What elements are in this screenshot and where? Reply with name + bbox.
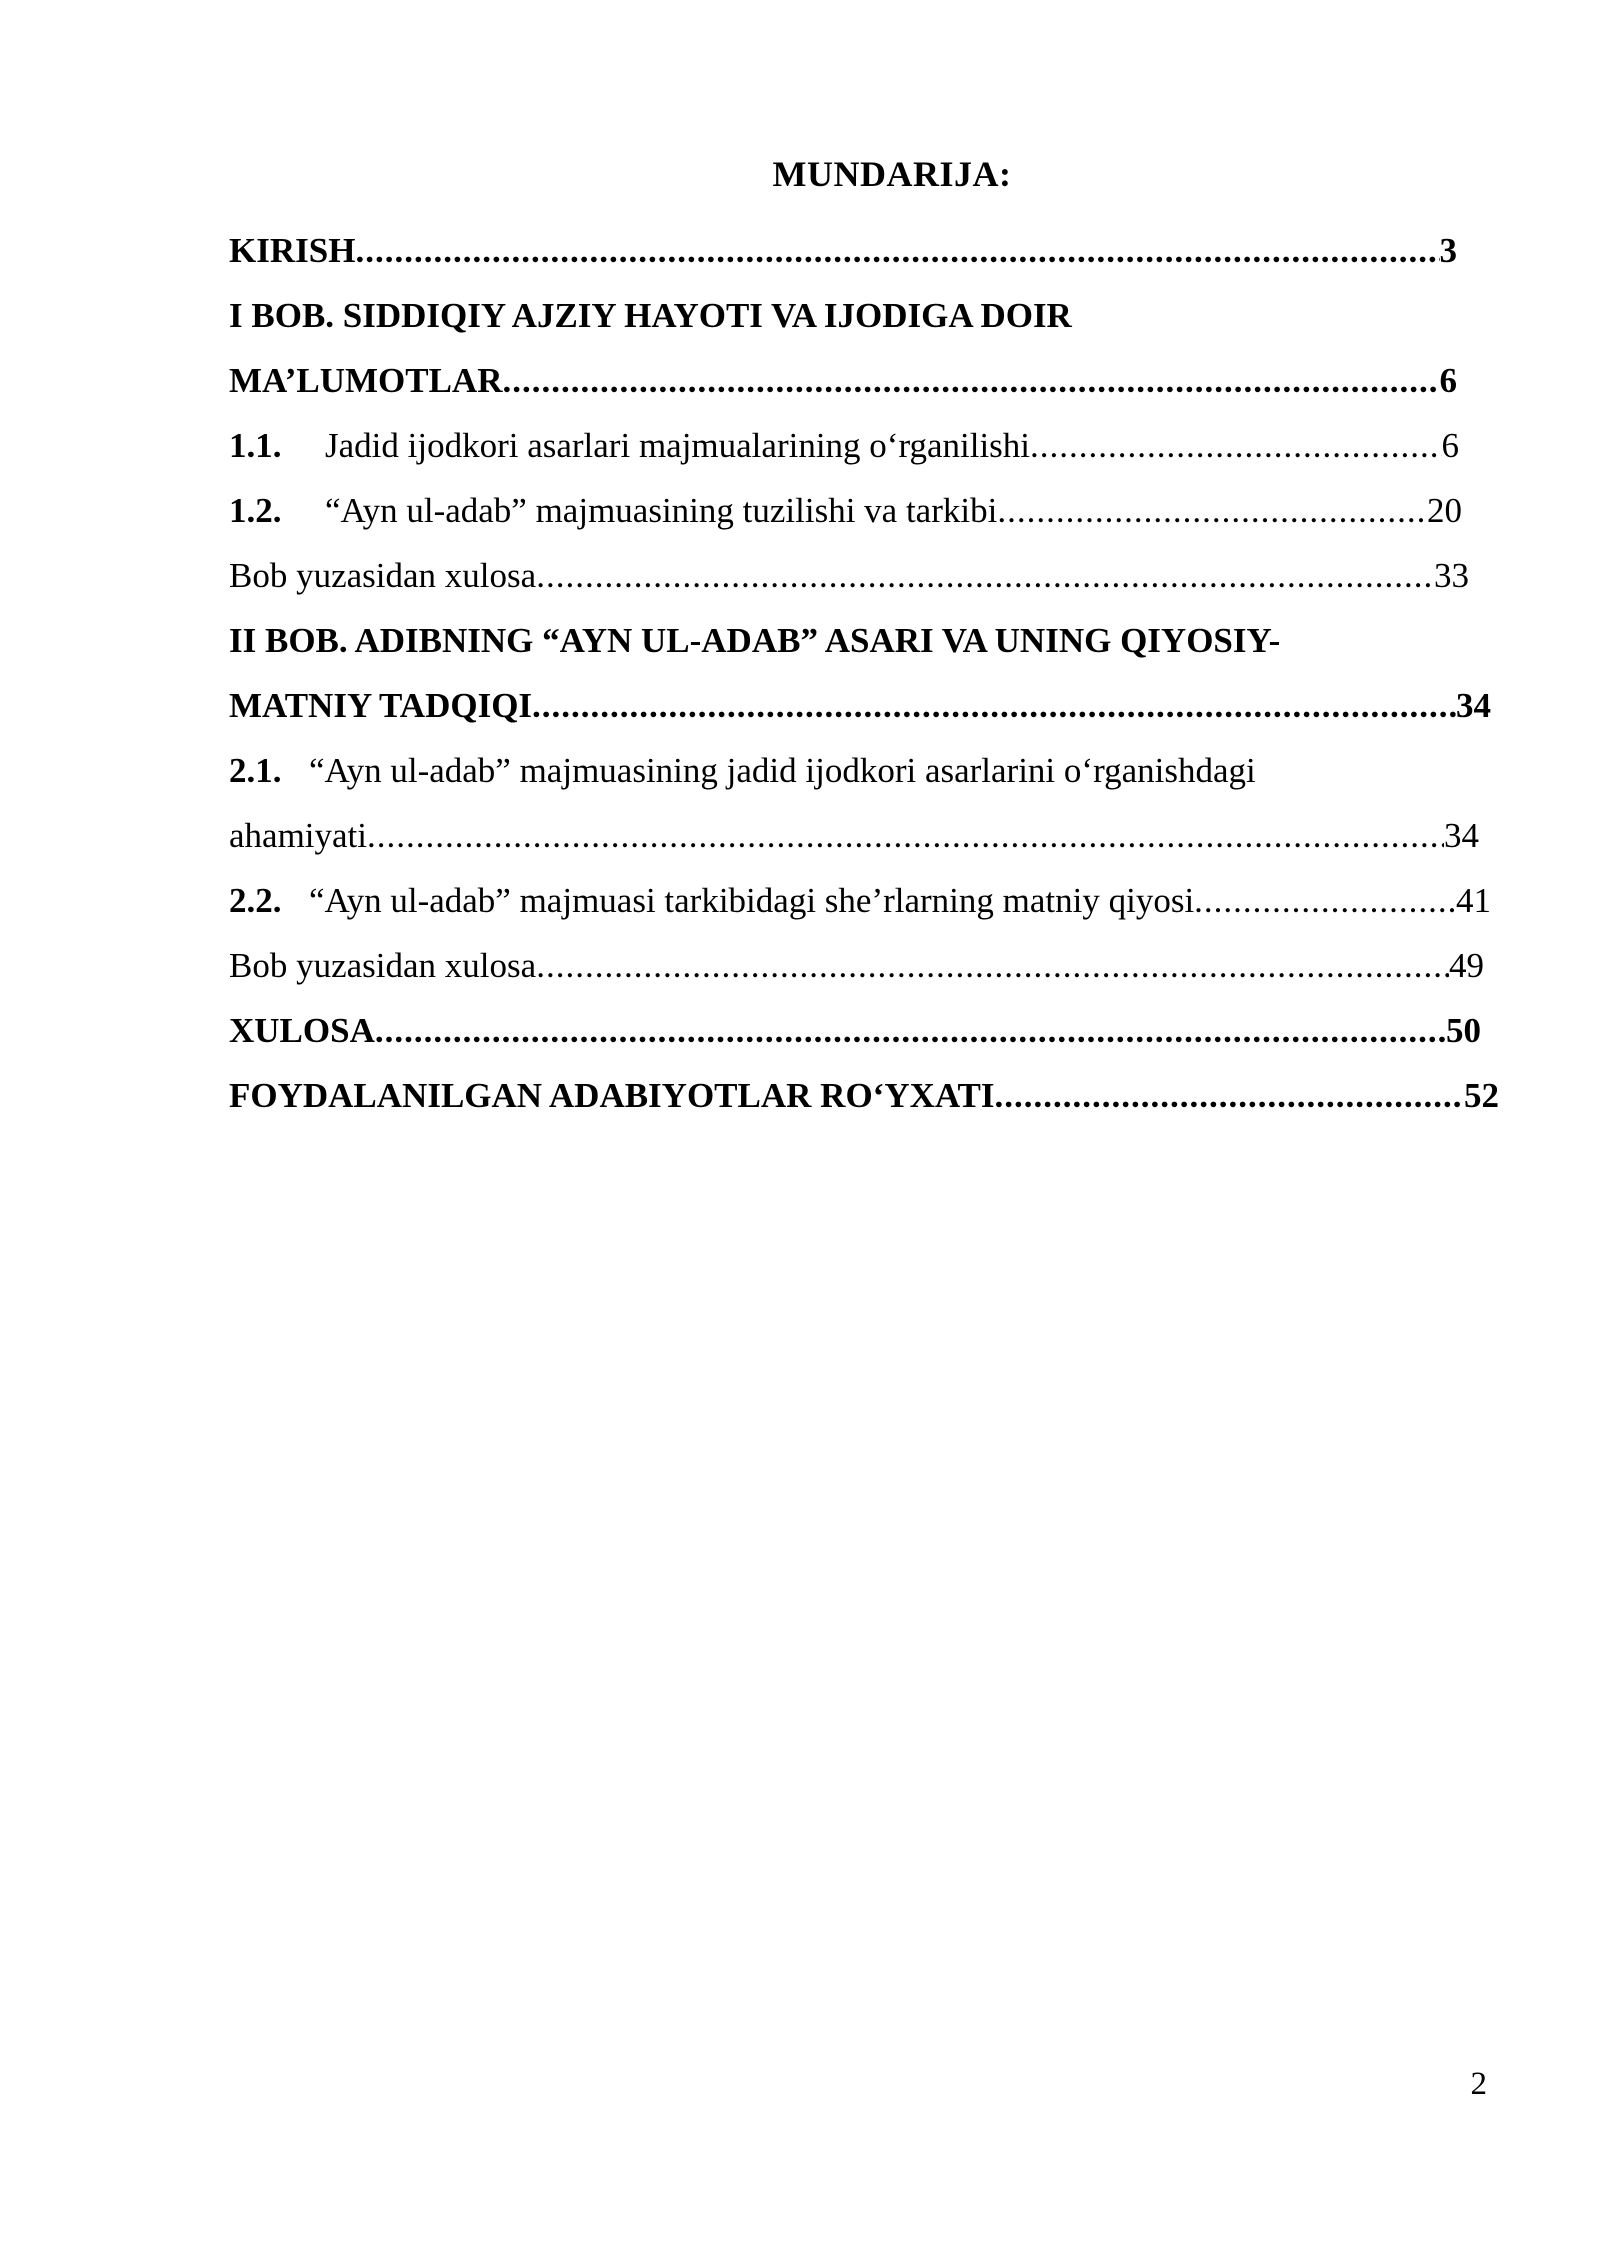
toc-entry-section-1-2[interactable]: [229, 478, 1489, 543]
toc-entry-page: 33: [1434, 556, 1469, 595]
toc-entry-section-2-2[interactable]: [229, 868, 1489, 933]
toc-entry-section-2-1-heading[interactable]: [229, 738, 1489, 803]
toc-entry-label: II BOB. ADIBNING “AYN UL-ADAB” ASARI VA UNING QIYOSIY-: [229, 621, 1281, 660]
toc-entry-label: Bob yuzasidan xulosa: [229, 946, 537, 985]
toc-entry-page: 3: [1439, 231, 1457, 270]
dot-leader: [1030, 413, 1441, 478]
toc-entry-section-1-1[interactable]: [229, 413, 1489, 478]
toc-entry-kirish[interactable]: [229, 218, 1489, 283]
toc-entry-label: Jadid ijodkori asarlari majmualarining o‘rganilishi: [325, 426, 1031, 465]
toc-entry-chapter2[interactable]: [229, 673, 1489, 738]
toc-section-number: 1.1.: [229, 426, 282, 465]
dot-leader: [536, 933, 1449, 998]
toc-title: MUNDARIJA:: [772, 154, 1012, 194]
toc-entry-label: MATNIY TADQIQI: [229, 686, 533, 725]
dot-leader: [536, 543, 1434, 608]
toc-entry-label: XULOSA: [229, 1011, 375, 1050]
toc-entry-label: Bob yuzasidan xulosa: [229, 556, 537, 595]
toc-section-number: 2.2.: [229, 881, 282, 920]
toc-entry-page: 49: [1449, 946, 1484, 985]
dot-leader: [995, 1063, 1464, 1128]
page-number: 2: [1470, 2066, 1487, 2102]
dot-leader: [532, 673, 1456, 738]
toc-entry-page: 41: [1456, 881, 1491, 920]
toc-entry-section-2-1[interactable]: [229, 803, 1489, 868]
dot-leader: [355, 218, 1439, 283]
dot-leader: [1194, 868, 1456, 933]
dot-leader: [503, 348, 1440, 413]
toc-entry-conclusion-1[interactable]: [229, 543, 1489, 608]
toc-section-number: 1.2.: [229, 491, 282, 530]
toc-entry-conclusion-2[interactable]: [229, 933, 1489, 998]
toc-entry-label: “Ayn ul-adab” majmuasining tuzilishi va tarkibi: [325, 491, 998, 530]
toc-section-number: 2.1.: [229, 751, 282, 790]
toc-entry-chapter2-heading[interactable]: [229, 608, 1489, 673]
table-of-contents: [229, 218, 1499, 1128]
toc-entry-page: 34: [1444, 816, 1479, 855]
toc-entry-label: ahamiyati: [229, 816, 368, 855]
toc-entry-label: MA’LUMOTLAR: [229, 361, 503, 400]
toc-entry-page: 6: [1441, 426, 1459, 465]
toc-entry-page: 52: [1464, 1076, 1499, 1115]
toc-entry-xulosa[interactable]: [229, 998, 1489, 1063]
dot-leader: [375, 998, 1446, 1063]
toc-entry-label: FOYDALANILGAN ADABIYOTLAR RO‘YXATI: [229, 1076, 995, 1115]
toc-entry-chapter1-heading[interactable]: [229, 283, 1489, 348]
toc-entry-page: 20: [1427, 491, 1462, 530]
toc-entry-references[interactable]: [229, 1063, 1499, 1128]
toc-entry-page: 6: [1439, 361, 1457, 400]
toc-entry-label: “Ayn ul-adab” majmuasi tarkibidagi she’rlarning matniy qiyosi: [309, 881, 1195, 920]
toc-entry-label: “Ayn ul-adab” majmuasining jadid ijodkori asarlarini o‘rganishdagi: [309, 751, 1256, 790]
toc-entry-chapter1[interactable]: [229, 348, 1489, 413]
toc-entry-label: KIRISH: [229, 231, 356, 270]
dot-leader: [997, 478, 1427, 543]
toc-entry-page: 34: [1456, 686, 1491, 725]
toc-entry-label: I BOB. SIDDIQIY AJZIY HAYOTI VA IJODIGA DOIR: [229, 296, 1072, 335]
toc-entry-page: 50: [1446, 1011, 1481, 1050]
dot-leader: [367, 803, 1444, 868]
